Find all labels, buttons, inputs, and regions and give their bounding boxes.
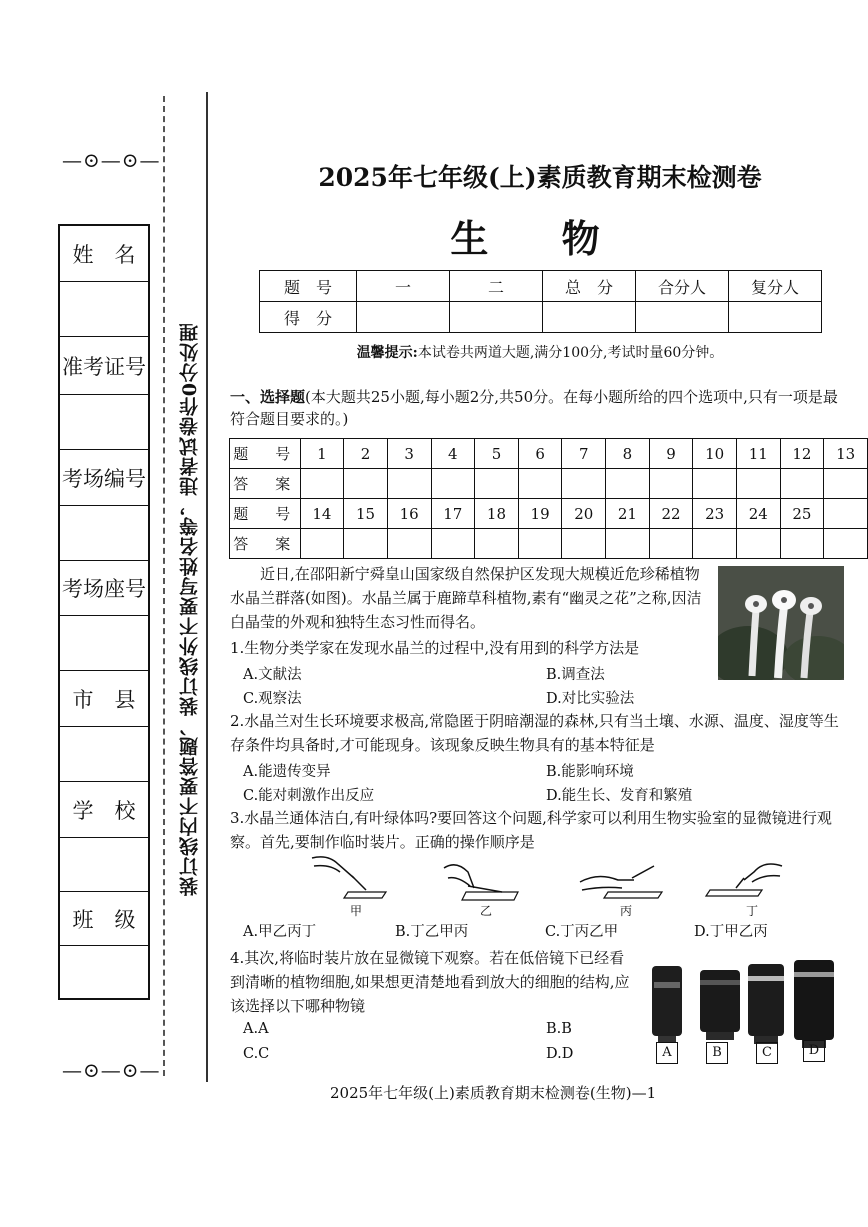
exam-room-field[interactable]	[60, 506, 148, 561]
figure-label-jia: 甲	[350, 904, 363, 918]
binding-solid-line	[206, 92, 208, 1082]
answer-table-number: 10	[693, 439, 737, 469]
exam-tip	[250, 342, 830, 362]
score-row-label: 得 分	[260, 302, 357, 333]
answer-table-number: 11	[736, 439, 780, 469]
answer-table-number: 16	[387, 499, 431, 529]
figure-label-ding: 丁	[746, 904, 759, 918]
question-4-stem: 4.其次,将临时装片放在显微镜下观察。若在低倍镜下已经看到清晰的植物细胞,如果想更清楚地看到放大的细胞的结构,应该选择以下哪种物镜	[230, 949, 630, 1015]
slide-procedure-figure-bing	[578, 862, 664, 902]
tip-text: 本试卷共两道大题,满分100分,考试时量60分钟。	[417, 345, 724, 361]
margin-decoration-top: —⊙—⊙—	[62, 148, 161, 172]
answer-cell[interactable]	[649, 469, 693, 499]
question-4-option-a[interactable]: A.A	[243, 1021, 269, 1037]
score-table-cell: 总 分	[543, 271, 636, 302]
answer-table-number: 12	[780, 439, 824, 469]
answer-table-number: 1	[300, 439, 344, 469]
city-county-field[interactable]	[60, 727, 148, 782]
question-3-option-a[interactable]: A.甲乙丙丁	[243, 924, 317, 940]
answer-table-number: 22	[649, 499, 693, 529]
answer-table-number: 14	[300, 499, 344, 529]
answer-cell[interactable]	[518, 529, 562, 559]
student-info-box	[58, 224, 150, 1000]
name-label: 姓 名	[60, 226, 148, 282]
section-description: (本大题共25小题,每小题2分,共50分。在每小题所给的四个选项中,只有一项是最符合题目要求的。)	[230, 388, 838, 428]
answer-table-number: 15	[344, 499, 388, 529]
slide-procedure-figure-jia	[308, 852, 388, 902]
question-1-option-b[interactable]: B.调查法	[546, 667, 605, 683]
answer-cell[interactable]	[518, 469, 562, 499]
answer-cell[interactable]	[693, 469, 737, 499]
answer-table-q-label: 题 号	[230, 439, 301, 469]
question-2-stem: 2.水晶兰对生长环境要求极高,常隐匿于阴暗潮湿的森林,只有当土壤、水源、温度、湿度等生存条件均具备时,才可能现身。该现象反映生物具有的基本特征是	[230, 712, 839, 754]
score-input[interactable]	[636, 302, 729, 333]
name-field[interactable]	[60, 282, 148, 337]
intro-paragraph: 近日,在邵阳新宁舜皇山国家级自然保护区发现大规模近危珍稀植物水晶兰群落(如图)。水晶兰属于鹿蹄草科植物,素有“幽灵之花”之称,因洁白晶莹的外观和独特生态习性而得名。	[230, 565, 702, 631]
answer-table-number: 24	[736, 499, 780, 529]
slide-procedure-figure-yi	[440, 858, 520, 906]
answer-table-number: 20	[562, 499, 606, 529]
answer-cell[interactable]	[606, 469, 650, 499]
answer-table-number: 25	[780, 499, 824, 529]
question-1-option-c[interactable]: C.观察法	[243, 691, 302, 707]
answer-cell[interactable]	[431, 529, 475, 559]
answer-cell[interactable]	[562, 469, 606, 499]
question-1-option-a[interactable]: A.文献法	[243, 667, 302, 683]
answer-cell[interactable]	[387, 529, 431, 559]
question-3-stem: 3.水晶兰通体洁白,有叶绿体吗?要回答这个问题,科学家可以利用生物实验室的显微镜进行观察。首先,要制作临时装片。正确的操作顺序是	[230, 809, 832, 851]
answer-table-blank	[824, 529, 868, 559]
answer-cell[interactable]	[300, 469, 344, 499]
school-label: 学 校	[60, 782, 148, 838]
answer-table-number: 17	[431, 499, 475, 529]
lens-label-c: C	[756, 1042, 778, 1064]
answer-table-number: 8	[606, 439, 650, 469]
answer-cell[interactable]	[606, 529, 650, 559]
answer-table-number: 21	[606, 499, 650, 529]
answer-cell[interactable]	[780, 469, 824, 499]
answer-table-number: 7	[562, 439, 606, 469]
answer-table-q-label: 题 号	[230, 499, 301, 529]
exam-number-label: 准考证号	[60, 337, 148, 395]
score-input[interactable]	[729, 302, 822, 333]
answer-table-number: 13	[824, 439, 868, 469]
score-input[interactable]	[450, 302, 543, 333]
score-table-cell: 一	[357, 271, 450, 302]
question-4-option-c[interactable]: C.C	[243, 1046, 270, 1062]
question-1-option-d[interactable]: D.对比实验法	[546, 691, 635, 707]
tip-label: 温馨提示:	[356, 345, 418, 361]
answer-table-number: 18	[475, 499, 519, 529]
question-2-option-d[interactable]: D.能生长、发育和繁殖	[546, 788, 693, 804]
exam-title: 2025年七年级(上)素质教育期末检测卷	[318, 163, 762, 192]
lens-label-b: B	[706, 1042, 728, 1064]
binding-dashed-line	[163, 96, 165, 1076]
answer-cell[interactable]	[344, 529, 388, 559]
question-2-option-b[interactable]: B.能影响环境	[546, 764, 634, 780]
score-table-cell: 题 号	[260, 271, 357, 302]
answer-table-number: 4	[431, 439, 475, 469]
answer-cell[interactable]	[824, 469, 868, 499]
answer-table-a-label: 答 案	[230, 529, 301, 559]
section-title: 一、选择题	[230, 388, 306, 406]
answer-table-number: 3	[387, 439, 431, 469]
question-3-option-b[interactable]: B.丁乙甲丙	[395, 924, 469, 940]
answer-cell[interactable]	[562, 529, 606, 559]
answer-cell[interactable]	[736, 469, 780, 499]
class-label: 班 级	[60, 892, 148, 946]
seat-number-field[interactable]	[60, 616, 148, 671]
question-4-option-d[interactable]: D.D	[546, 1046, 574, 1062]
margin-decoration-bottom: —⊙—⊙—	[62, 1058, 161, 1082]
page-footer: 2025年七年级(上)素质教育期末检测卷(生物)—1	[330, 1084, 657, 1102]
answer-table-blank	[824, 499, 868, 529]
answer-table	[229, 438, 868, 559]
answer-cell[interactable]	[649, 529, 693, 559]
answer-table-a-label: 答 案	[230, 469, 301, 499]
answer-cell[interactable]	[475, 469, 519, 499]
answer-table-number: 23	[693, 499, 737, 529]
score-table-cell: 复分人	[729, 271, 822, 302]
answer-table-number: 9	[649, 439, 693, 469]
answer-table-number: 5	[475, 439, 519, 469]
score-table-cell: 二	[450, 271, 543, 302]
question-3-option-c[interactable]: C.丁丙乙甲	[545, 924, 619, 940]
answer-cell[interactable]	[387, 469, 431, 499]
answer-cell[interactable]	[780, 529, 824, 559]
binding-notice: 装订线内不要答题、装订线外不要写姓名等，违者试卷作0分处理	[179, 322, 201, 897]
section-heading	[230, 386, 845, 430]
score-input[interactable]	[543, 302, 636, 333]
answer-cell[interactable]	[431, 469, 475, 499]
answer-table-number: 6	[518, 439, 562, 469]
question-4-option-b[interactable]: B.B	[546, 1021, 572, 1037]
figure-label-yi: 乙	[480, 904, 493, 918]
lens-label-a: A	[656, 1042, 678, 1064]
seat-number-label: 考场座号	[60, 561, 148, 616]
answer-table-number: 2	[344, 439, 388, 469]
answer-cell[interactable]	[693, 529, 737, 559]
subject-title: 生 物	[450, 216, 630, 261]
figure-label-bing: 丙	[620, 904, 633, 918]
score-table	[259, 270, 822, 333]
score-table-cell: 合分人	[636, 271, 729, 302]
answer-table-number: 19	[518, 499, 562, 529]
score-input[interactable]	[357, 302, 450, 333]
city-county-label: 市 县	[60, 671, 148, 727]
question-2-option-c[interactable]: C.能对刺激作出反应	[243, 788, 375, 804]
slide-procedure-figure-ding	[700, 858, 784, 900]
answer-cell[interactable]	[475, 529, 519, 559]
question-2-option-a[interactable]: A.能遗传变异	[243, 764, 331, 780]
exam-room-label: 考场编号	[60, 450, 148, 506]
question-3-option-d[interactable]: D.丁甲乙丙	[694, 924, 768, 940]
school-field[interactable]	[60, 838, 148, 892]
class-field[interactable]	[60, 946, 148, 998]
exam-number-field[interactable]	[60, 395, 148, 450]
question-1-stem: 1.生物分类学家在发现水晶兰的过程中,没有用到的科学方法是	[230, 639, 640, 657]
answer-cell[interactable]	[300, 529, 344, 559]
crystal-orchid-photo	[718, 566, 844, 680]
answer-cell[interactable]	[736, 529, 780, 559]
answer-cell[interactable]	[344, 469, 388, 499]
lens-label-d: D	[803, 1040, 825, 1062]
